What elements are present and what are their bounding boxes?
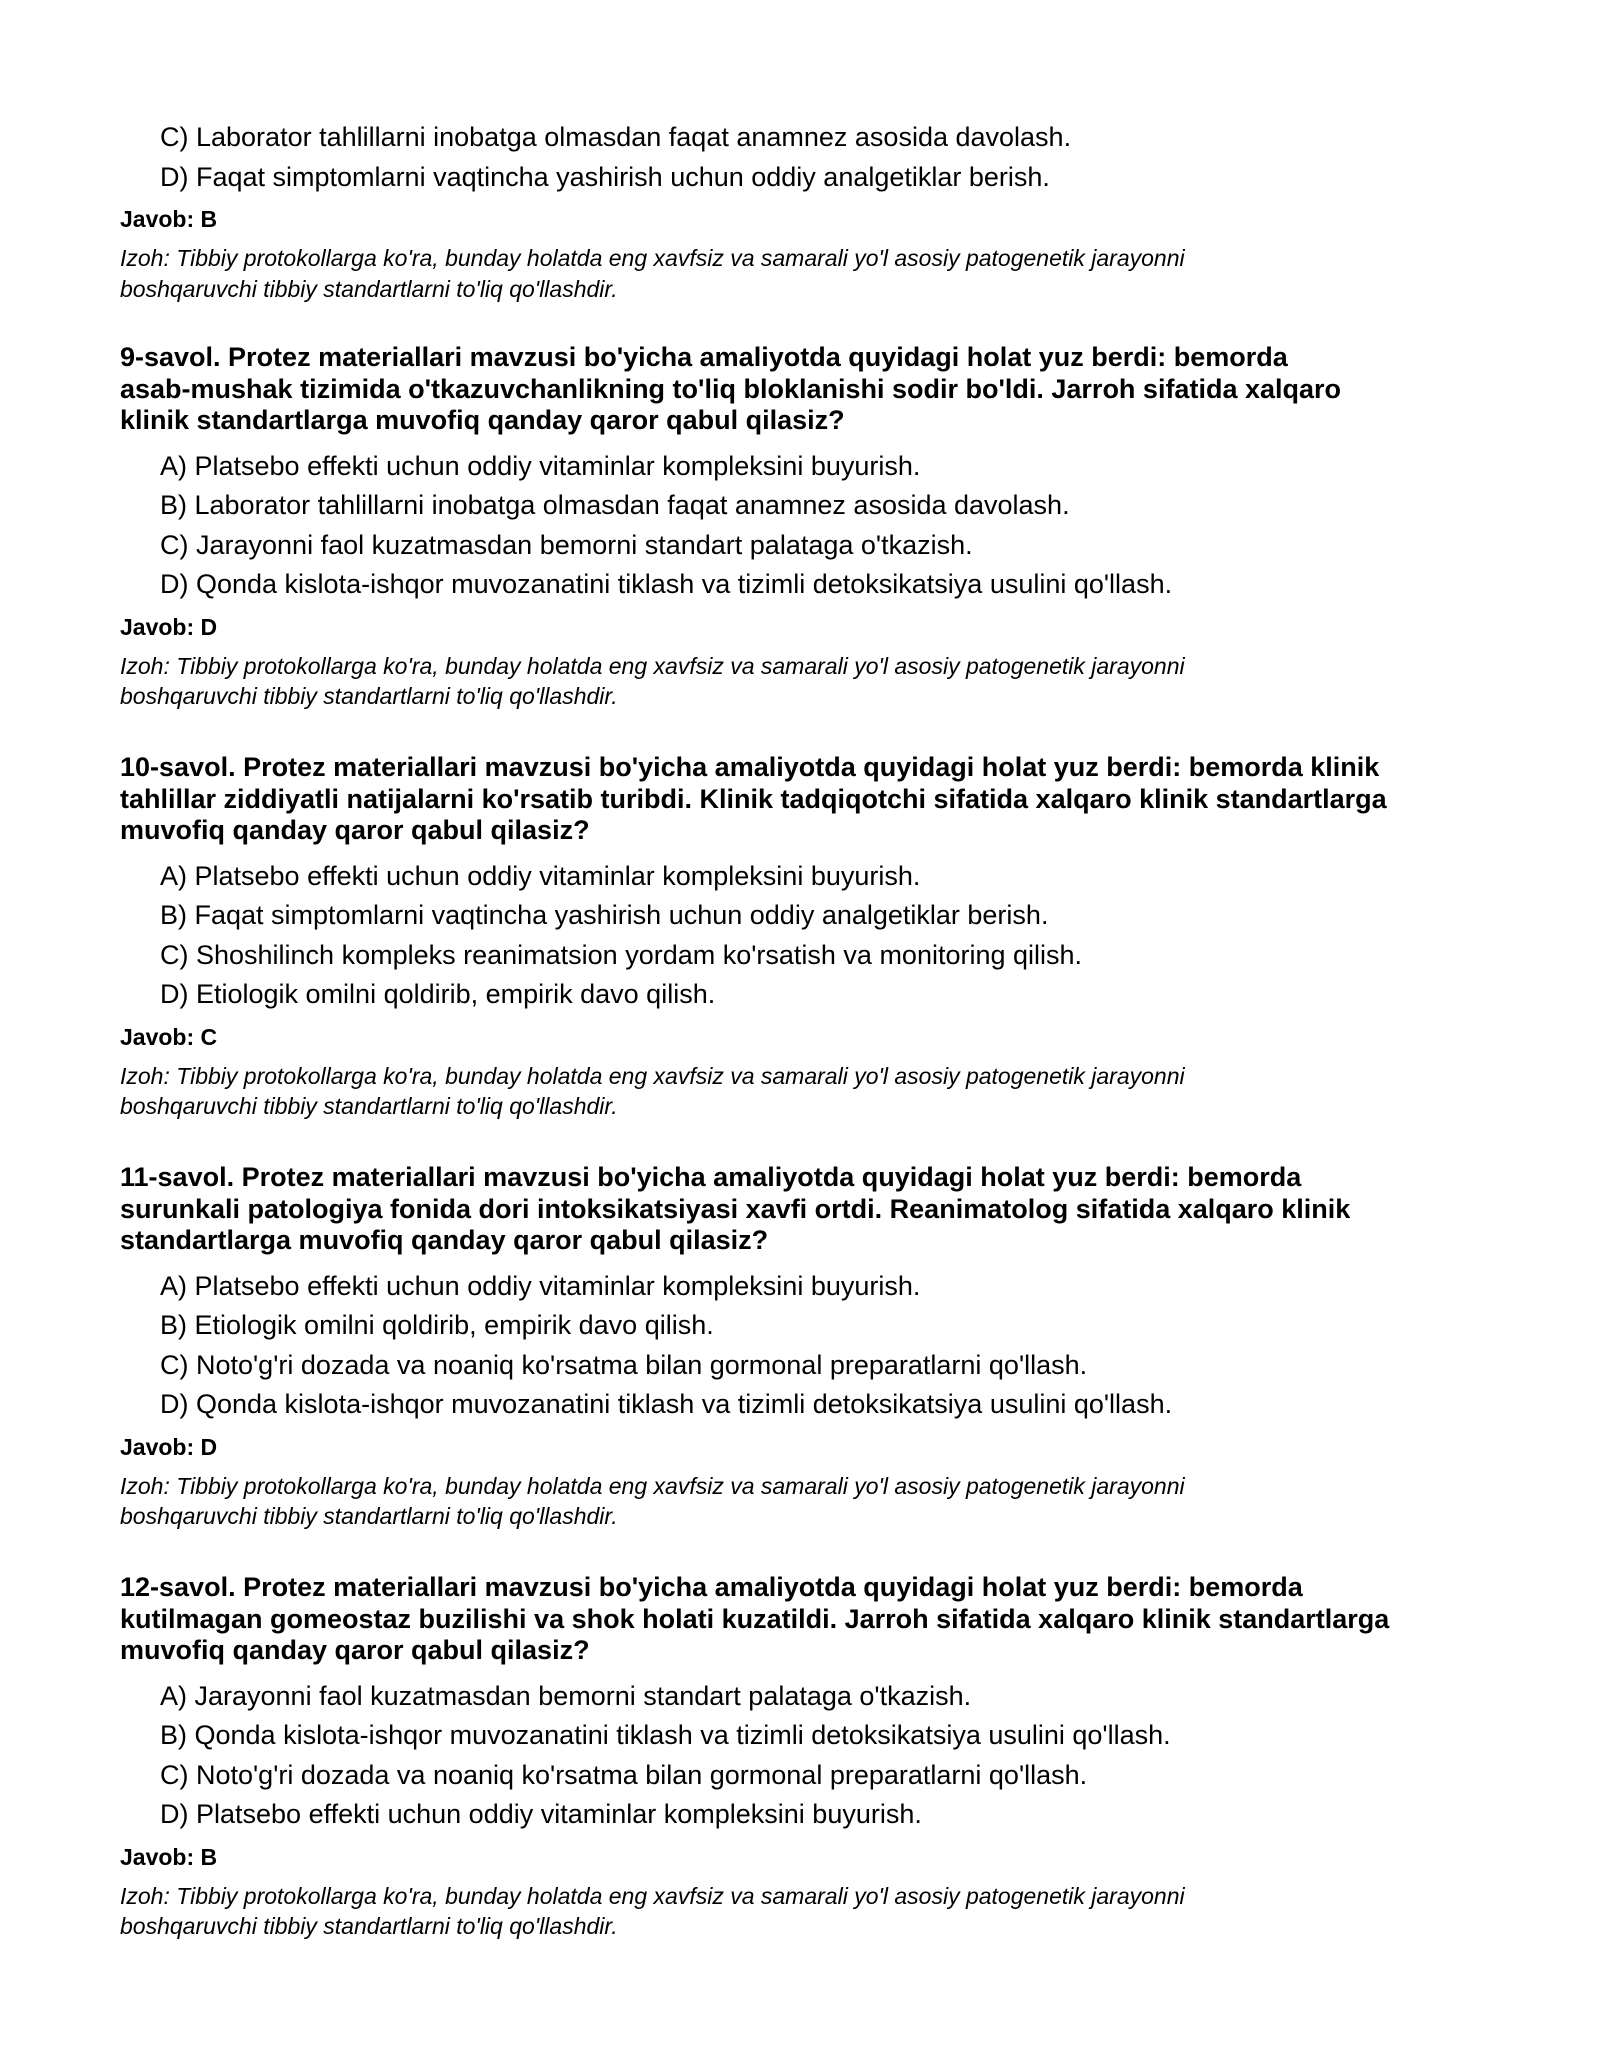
answer-option-b: B) Etiologik omilni qoldirib, empirik davo qilish. — [160, 1310, 714, 1340]
explanation — [120, 243, 1500, 304]
explanation — [120, 1881, 1500, 1942]
explanation-line: Izoh: Tibbiy protokollarga ko'ra, bunday holatda eng xavfsiz va samarali yo'l asosiy patogenetik jarayonni — [120, 1472, 1185, 1499]
answer-option-d: D) Faqat simptomlarni vaqtincha yashirish uchun oddiy analgetiklar berish. — [160, 161, 1050, 192]
explanation-line: Izoh: Tibbiy protokollarga ko'ra, bunday holatda eng xavfsiz va samarali yo'l asosiy patogenetik jarayonni — [120, 652, 1185, 679]
question-text — [120, 342, 1500, 437]
explanation-line: boshqaruvchi tibbiy standartlarni to'liq qo'llashdir. — [120, 1503, 618, 1529]
explanation-line: boshqaruvchi tibbiy standartlarni to'liq qo'llashdir. — [120, 683, 618, 709]
correct-answer: Javob: B — [120, 1843, 218, 1870]
answer-option-c: C) Noto'g'ri dozada va noaniq ko'rsatma bilan gormonal preparatlarni qo'llash. — [160, 1349, 1088, 1380]
explanation-line: Izoh: Tibbiy protokollarga ko'ra, bunday holatda eng xavfsiz va samarali yo'l asosiy patogenetik jarayonni — [120, 1882, 1185, 1909]
correct-answer: Javob: D — [120, 1433, 218, 1460]
explanation-line: boshqaruvchi tibbiy standartlarni to'liq qo'llashdir. — [120, 275, 618, 302]
answer-option-c: C) Noto'g'ri dozada va noaniq ko'rsatma bilan gormonal preparatlarni qo'llash. — [160, 1759, 1088, 1790]
question-line: tahlillar ziddiyatli natijalarni ko'rsatib turibdi. Klinik tadqiqotchi sifatida xalqaro klinik standartlarga — [120, 783, 1387, 814]
question-line: muvofiq qanday qaror qabul qilasiz? — [120, 1635, 590, 1665]
answer-option-c: C) Shoshilinch kompleks reanimatsion yordam ko'rsatish va monitoring qilish. — [160, 939, 1083, 970]
answer-option-c: C) Laborator tahlillarni inobatga olmasdan faqat anamnez asosida davolash. — [160, 122, 1072, 152]
answer-option-a: A) Platsebo effekti uchun oddiy vitaminlar kompleksini buyurish. — [160, 860, 921, 891]
question-line: 12-savol. Protez materiallari mavzusi bo'yicha amaliyotda quyidagi holat yuz berdi: bemorda — [120, 1572, 1303, 1602]
question-line: asab-mushak tizimida o'tkazuvchanlikning to'liq bloklanishi sodir bo'ldi. Jarroh sifatida xalqaro — [120, 373, 1341, 404]
answer-option-b: B) Laborator tahlillarni inobatga olmasdan faqat anamnez asosida davolash. — [160, 490, 1070, 520]
question-line: kutilmagan gomeostaz buzilishi va shok holati kuzatildi. Jarroh sifatida xalqaro klinik standartlarga — [120, 1603, 1390, 1634]
question-10 — [120, 752, 1500, 1122]
question-line: klinik standartlarga muvofiq qanday qaror qabul qilasiz? — [120, 405, 845, 435]
correct-answer: Javob: B — [120, 206, 218, 232]
explanation-line: boshqaruvchi tibbiy standartlarni to'liq qo'llashdir. — [120, 1093, 618, 1119]
question-11 — [120, 1162, 1500, 1532]
explanation — [120, 1471, 1500, 1532]
explanation — [120, 1061, 1500, 1122]
question-text — [120, 1162, 1500, 1257]
question-line: surunkali patologiya fonida dori intoksikatsiyasi xavfi ortdi. Reanimatolog sifatida xalqaro klinik — [120, 1193, 1351, 1224]
question-text — [120, 752, 1500, 847]
explanation-line: boshqaruvchi tibbiy standartlarni to'liq qo'llashdir. — [120, 1913, 618, 1939]
question-9 — [120, 342, 1500, 712]
question-8-continuation — [120, 118, 1500, 304]
explanation-line: Izoh: Tibbiy protokollarga ko'ra, bunday holatda eng xavfsiz va samarali yo'l asosiy patogenetik jarayonni — [120, 245, 1185, 271]
answer-option-d: D) Qonda kislota-ishqor muvozanatini tiklash va tizimli detoksikatsiya usulini qo'llash. — [160, 569, 1173, 599]
correct-answer: Javob: C — [120, 1023, 218, 1050]
question-text — [120, 1572, 1500, 1667]
answer-option-d: D) Etiologik omilni qoldirib, empirik davo qilish. — [160, 979, 716, 1009]
answer-option-b: B) Qonda kislota-ishqor muvozanatini tiklash va tizimli detoksikatsiya usulini qo'llash. — [160, 1720, 1171, 1750]
correct-answer: Javob: D — [120, 613, 218, 640]
answer-option-a: A) Platsebo effekti uchun oddiy vitaminlar kompleksini buyurish. — [160, 450, 921, 481]
question-line: 9-savol. Protez materiallari mavzusi bo'yicha amaliyotda quyidagi holat yuz berdi: bemorda — [120, 342, 1288, 372]
question-12 — [120, 1572, 1500, 1942]
question-line: 11-savol. Protez materiallari mavzusi bo'yicha amaliyotda quyidagi holat yuz berdi: bemorda — [120, 1162, 1302, 1192]
answer-option-d: D) Platsebo effekti uchun oddiy vitaminlar kompleksini buyurish. — [160, 1799, 922, 1829]
explanation — [120, 651, 1500, 712]
question-line: standartlarga muvofiq qanday qaror qabul qilasiz? — [120, 1225, 769, 1255]
question-line: muvofiq qanday qaror qabul qilasiz? — [120, 815, 590, 845]
answer-option-b: B) Faqat simptomlarni vaqtincha yashirish uchun oddiy analgetiklar berish. — [160, 900, 1049, 930]
answer-option-a: A) Platsebo effekti uchun oddiy vitaminlar kompleksini buyurish. — [160, 1270, 921, 1301]
answer-option-c: C) Jarayonni faol kuzatmasdan bemorni standart palataga o'tkazish. — [160, 529, 973, 560]
answer-option-a: A) Jarayonni faol kuzatmasdan bemorni standart palataga o'tkazish. — [160, 1680, 972, 1711]
explanation-line: Izoh: Tibbiy protokollarga ko'ra, bunday holatda eng xavfsiz va samarali yo'l asosiy patogenetik jarayonni — [120, 1062, 1185, 1089]
answer-option-d: D) Qonda kislota-ishqor muvozanatini tiklash va tizimli detoksikatsiya usulini qo'llash. — [160, 1389, 1173, 1419]
question-line: 10-savol. Protez materiallari mavzusi bo'yicha amaliyotda quyidagi holat yuz berdi: bemorda klinik — [120, 752, 1380, 782]
